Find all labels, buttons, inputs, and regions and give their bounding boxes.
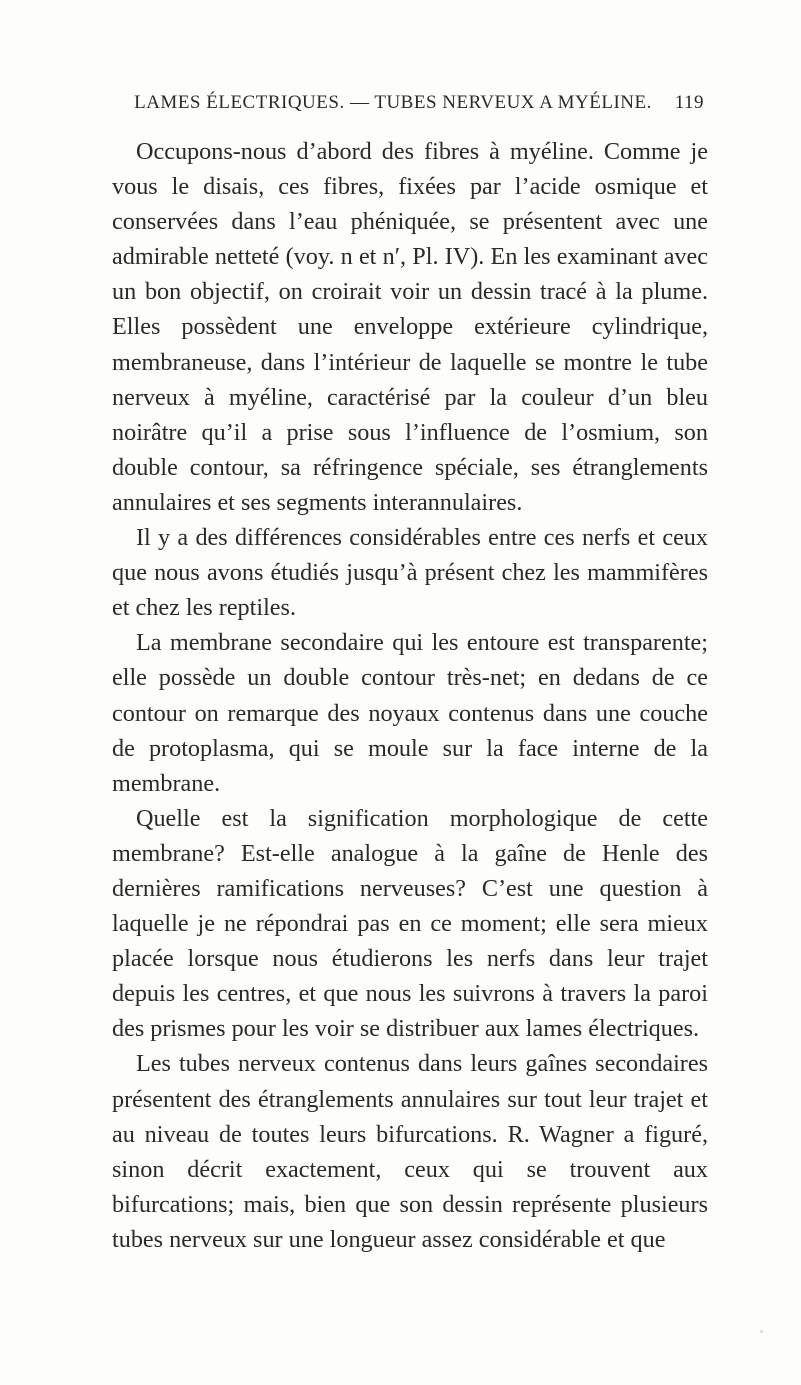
scan-speck (760, 1330, 763, 1333)
paragraph: La membrane secondaire qui les entoure est transparente; elle possède un double contour très-net; en dedans de ce contour on remarque des noyaux contenus dans une couche de protoplasma, qui se moule sur la face interne de la membrane. (112, 629, 708, 797)
paragraph: Il y a des différences considérables entre ces nerfs et ceux que nous avons étudiés jusqu’à présent chez les mammifères et chez les reptiles. (112, 524, 708, 622)
running-head (116, 92, 704, 122)
running-head-title: LAMES ÉLECTRIQUES. — TUBES NERVEUX A MYÉLINE. (134, 92, 652, 113)
page-number: 119 (674, 92, 704, 113)
paragraph: Occupons-nous d’abord des fibres à myéline. Comme je vous le disais, ces fibres, fixées par l’acide osmique et conservées dans l’eau phéniquée, se présentent avec une admirable netteté (voy. n et n′, Pl. IV). En les examinant avec un bon objectif, on croirait voir un dessin tracé à la plume. Elles possèdent une enveloppe extérieure cylindrique, membraneuse, dans l’intérieur de laquelle se montre le tube nerveux à myéline, caractérisé par la couleur d’un bleu noirâtre qu’il a prise sous l’influence de l’osmium, son double contour, sa réfringence spéciale, ses étranglements annulaires et ses segments interannulaires. (112, 138, 708, 516)
paragraph: Quelle est la signification morphologique de cette membrane? Est-elle analogue à la gaîne de Henle des dernières ramifications nerveuses? C’est une question à laquelle je ne répondrai pas en ce moment; elle sera mieux placée lorsque nous étudierons les nerfs dans leur trajet depuis les centres, et que nous les suivrons à travers la paroi des prismes pour les voir se distribuer aux lames électriques. (112, 804, 708, 1043)
body-text (112, 134, 708, 1257)
paragraph: Les tubes nerveux contenus dans leurs gaînes secondaires présentent des étranglements annulaires sur tout leur trajet et au niveau de toutes leurs bifurcations. R. Wagner a figuré, sinon décrit exactement, ceux qui se trouvent aux bifurcations; mais, bien que son dessin représente plusieurs tubes nerveux sur une longueur assez considérable et que (112, 1050, 708, 1253)
